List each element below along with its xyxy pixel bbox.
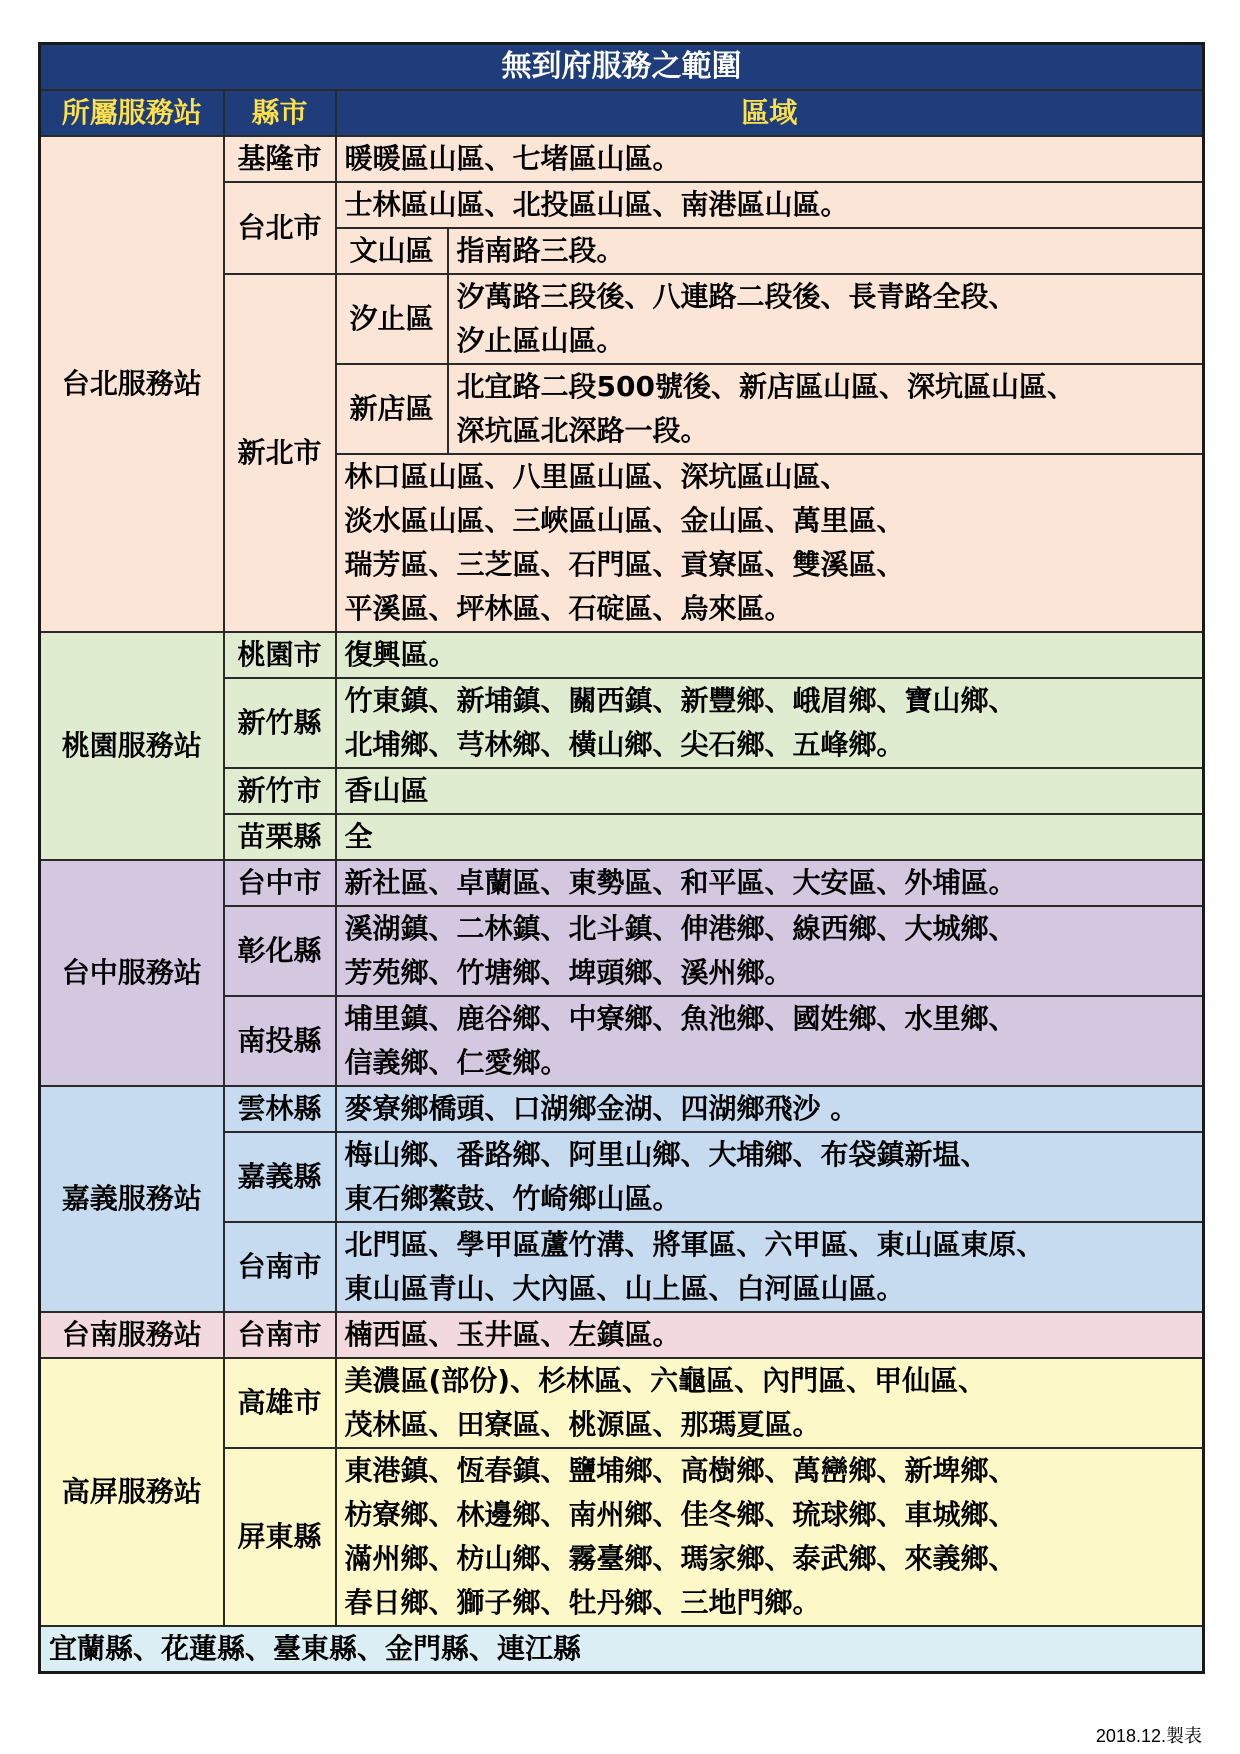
city-pingtung: 屏東縣 (224, 1448, 336, 1626)
table-title-row (40, 44, 1204, 91)
header-city: 縣市 (224, 90, 336, 136)
area-kaohsiung: 美濃區(部份)、杉林區、六龜區、內門區、甲仙區、 茂林區、田寮區、桃源區、那瑪夏區。 (336, 1358, 1204, 1448)
area-keelung: 暖暖區山區、七堵區山區。 (336, 136, 1204, 182)
area-tainan: 楠西區、玉井區、左鎮區。 (336, 1312, 1204, 1358)
footer-area: 宜蘭縣、花蓮縣、臺東縣、金門縣、連江縣 (40, 1626, 1204, 1673)
district-wenshan: 文山區 (336, 228, 448, 274)
table-row (40, 1312, 1204, 1358)
district-xizhi: 汐止區 (336, 274, 448, 364)
area-nantou: 埔里鎮、鹿谷鄉、中寮鄉、魚池鄉、國姓鄉、水里鄉、 信義鄉、仁愛鄉。 (336, 996, 1204, 1086)
station-taipei: 台北服務站 (40, 136, 224, 632)
city-hsinchu-city: 新竹市 (224, 768, 336, 814)
station-taoyuan: 桃園服務站 (40, 632, 224, 860)
district-xindian: 新店區 (336, 364, 448, 454)
city-yunlin: 雲林縣 (224, 1086, 336, 1132)
city-nantou: 南投縣 (224, 996, 336, 1086)
station-kaoping: 高屏服務站 (40, 1358, 224, 1626)
table-row (40, 1358, 1204, 1448)
service-range-table-wrapper (38, 42, 1202, 1674)
city-tainan-chiayi: 台南市 (224, 1222, 336, 1312)
area-changhua: 溪湖鎮、二林鎮、北斗鎮、伸港鄉、線西鄉、大城鄉、 芳苑鄉、竹塘鄉、埤頭鄉、溪州鄉。 (336, 906, 1204, 996)
area-hsinchu-city: 香山區 (336, 768, 1204, 814)
area-taipei: 士林區山區、北投區山區、南港區山區。 (336, 182, 1204, 228)
area-wenshan: 指南路三段。 (448, 228, 1204, 274)
area-miaoli: 全 (336, 814, 1204, 860)
station-chiayi: 嘉義服務站 (40, 1086, 224, 1312)
header-station: 所屬服務站 (40, 90, 224, 136)
area-taichung: 新社區、卓蘭區、東勢區、和平區、大安區、外埔區。 (336, 860, 1204, 906)
area-xizhi: 汐萬路三段後、八連路二段後、長青路全段、 汐止區山區。 (448, 274, 1204, 364)
table-row (40, 1086, 1204, 1132)
table-row (40, 860, 1204, 906)
table-row (40, 136, 1204, 182)
service-range-table (38, 42, 1205, 1674)
table-footer-row (40, 1626, 1204, 1673)
city-taoyuan: 桃園市 (224, 632, 336, 678)
area-chiayi-county: 梅山鄉、番路鄉、阿里山鄉、大埔鄉、布袋鎮新塭、 東石鄉鰲鼓、竹崎鄉山區。 (336, 1132, 1204, 1222)
area-tainan-chiayi: 北門區、學甲區蘆竹溝、將軍區、六甲區、東山區東原、 東山區青山、大內區、山上區、白河區山區。 (336, 1222, 1204, 1312)
table-header-row (40, 90, 1204, 136)
area-yunlin: 麥寮鄉橋頭、口湖鄉金湖、四湖鄉飛沙 。 (336, 1086, 1204, 1132)
city-chiayi-county: 嘉義縣 (224, 1132, 336, 1222)
city-miaoli: 苗栗縣 (224, 814, 336, 860)
city-newtaipei: 新北市 (224, 274, 336, 632)
city-taipei: 台北市 (224, 182, 336, 274)
area-pingtung: 東港鎮、恆春鎮、鹽埔鄉、高樹鄉、萬巒鄉、新埤鄉、 枋寮鄉、林邊鄉、南州鄉、佳冬鄉、琉球鄉、車城鄉、 滿州鄉、枋山鄉、霧臺鄉、瑪家鄉、泰武鄉、來義鄉、 春日鄉、獅子鄉、牡丹鄉、三地門鄉。 (336, 1448, 1204, 1626)
table-title: 無到府服務之範圍 (40, 44, 1204, 91)
area-taoyuan: 復興區。 (336, 632, 1204, 678)
city-kaohsiung: 高雄市 (224, 1358, 336, 1448)
city-changhua: 彰化縣 (224, 906, 336, 996)
station-tainan: 台南服務站 (40, 1312, 224, 1358)
header-area: 區域 (336, 90, 1204, 136)
made-date-note: 2018.12.製表 (1095, 1726, 1202, 1746)
city-keelung: 基隆市 (224, 136, 336, 182)
city-hsinchu-county: 新竹縣 (224, 678, 336, 768)
table-row (40, 632, 1204, 678)
city-taichung: 台中市 (224, 860, 336, 906)
city-tainan: 台南市 (224, 1312, 336, 1358)
area-xindian: 北宜路二段500號後、新店區山區、深坑區山區、 深坑區北深路一段。 (448, 364, 1204, 454)
area-newtaipei: 林口區山區、八里區山區、深坑區山區、 淡水區山區、三峽區山區、金山區、萬里區、 瑞芳區、三芝區、石門區、貢寮區、雙溪區、 平溪區、坪林區、石碇區、烏來區。 (336, 454, 1204, 632)
station-taichung: 台中服務站 (40, 860, 224, 1086)
area-hsinchu-county: 竹東鎮、新埔鎮、關西鎮、新豐鄉、峨眉鄉、寶山鄉、 北埔鄉、芎林鄉、橫山鄉、尖石鄉、五峰鄉。 (336, 678, 1204, 768)
